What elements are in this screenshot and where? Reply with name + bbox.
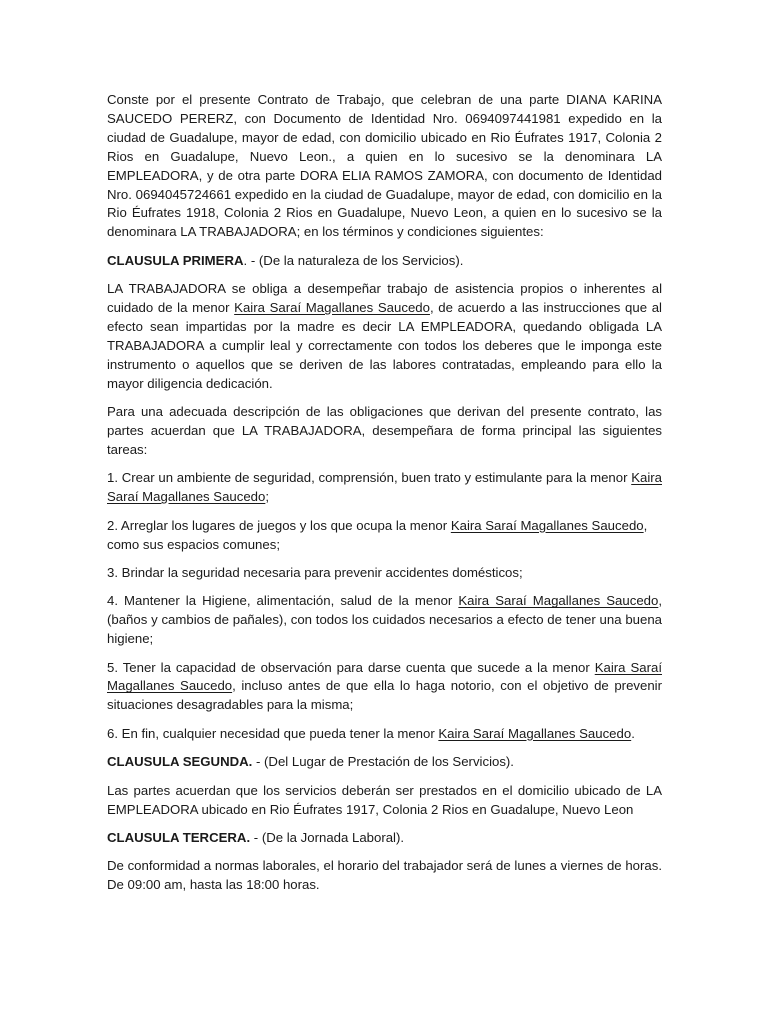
clause-first-title: CLAUSULA PRIMERA xyxy=(107,252,244,268)
clause-second-title: CLAUSULA SEGUNDA. xyxy=(107,754,253,770)
tasks-intro-paragraph: Para una adecuada descripción de las obligaciones que derivan del presente contrato, las partes acuerdan que LA TRABAJADORA, desempeñara de forma principal las siguientes tareas: xyxy=(107,404,662,457)
clause-second-heading xyxy=(107,753,662,772)
clause-second-subtitle: - (Del Lugar de Prestación de los Servicios). xyxy=(252,754,514,770)
text-segment: . xyxy=(631,725,635,741)
text-segment: , incluso antes de que ella lo haga notorio, con el objetivo de prevenir situaciones desagradables para la misma; xyxy=(107,678,662,713)
child-name: Kaira Saraí Magallanes Saucedo xyxy=(458,593,659,609)
clause-first-paragraph xyxy=(107,280,662,393)
contract-document xyxy=(107,91,662,905)
text-segment: , como sus espacios comunes; xyxy=(107,517,648,552)
text-segment: 4. Mantener la Higiene, alimentación, salud de la menor xyxy=(107,593,459,609)
task-item-4 xyxy=(107,592,662,649)
task-item-5 xyxy=(107,659,662,716)
text-segment: 6. En fin, cualquier necesidad que pueda tener la menor xyxy=(107,725,439,741)
text-segment: , de acuerdo a las instrucciones que al efecto sean impartidas por la madre es decir LA EMPLEADORA, quedando obligada LA TRABAJADORA a cumplir leal y correctamente con todos los deberes que le imponga este instrumento o aquellos que se deriven de las labores contratadas, empleando para ello la mayor diligencia dedicación. xyxy=(107,300,662,391)
clause-third-title: CLAUSULA TERCERA. xyxy=(107,829,251,845)
clause-third-heading xyxy=(107,829,662,848)
clause-third-paragraph: De conformidad a normas laborales, el horario del trabajador será de lunes a viernes de horas. De 09:00 am, hasta las 18:00 horas. xyxy=(107,858,662,893)
child-name: Kaira Saraí Magallanes Saucedo xyxy=(107,470,662,505)
clause-third-subtitle: - (De la Jornada Laboral). xyxy=(250,829,405,845)
text-segment: 1. Crear un ambiente de seguridad, comprensión, buen trato y estimulante para la menor xyxy=(107,470,632,486)
child-name: Kaira Saraí Magallanes Saucedo xyxy=(438,725,632,741)
text-segment: 5. Tener la capacidad de observación para darse cuenta que sucede a la menor xyxy=(107,659,595,675)
text-segment: ; xyxy=(265,489,270,505)
intro-paragraph: Conste por el presente Contrato de Trabajo, que celebran de una parte DIANA KARINA SAUCEDO PERERZ, con Documento de Identidad Nro. 0694097441981 expedido en la ciudad de Guadalupe, mayor de edad, con domicilio ubicado en Rio Éufrates 1917, Colonia 2 Rios en Guadalupe, Nuevo Leon., a quien en lo sucesivo se la denominara LA EMPLEADORA, y de otra parte DORA ELIA RAMOS ZAMORA, con documento de Identidad Nro. 0694045724661 expedido en la ciudad de Guadalupe, mayor de edad, con domicilio en la Rio Éufrates 1918, Colonia 2 Rios en Guadalupe, Nuevo Leon, a quien en lo sucesivo se la denominara LA TRABAJADORA; en los términos y condiciones siguientes: xyxy=(107,92,662,240)
text-segment: LA TRABAJADORA se obliga a desempeñar trabajo de asistencia propios o inherentes al cuidado de la menor xyxy=(107,281,662,316)
task-item-2 xyxy=(107,517,662,555)
task-item-3: 3. Brindar la seguridad necesaria para prevenir accidentes domésticos; xyxy=(107,564,523,580)
text-segment: , (baños y cambios de pañales), con todos los cuidados necesarios a efecto de tener una buena higiene; xyxy=(107,593,662,647)
clause-first-heading xyxy=(107,252,662,271)
child-name: Kaira Saraí Magallanes Saucedo xyxy=(450,517,644,533)
child-name: Kaira Saraí Magallanes Saucedo xyxy=(234,300,430,316)
text-segment: 2. Arreglar los lugares de juegos y los que ocupa la menor xyxy=(107,517,451,533)
child-name: Kaira Saraí Magallanes Saucedo xyxy=(107,659,662,694)
task-item-6 xyxy=(107,725,662,744)
clause-second-paragraph: Las partes acuerdan que los servicios deberán ser prestados en el domicilio ubicado de LA EMPLEADORA ubicado en Rio Éufrates 1917, Colonia 2 Rios en Guadalupe, Nuevo Leon xyxy=(107,782,662,817)
clause-first-subtitle: . - (De la naturaleza de los Servicios). xyxy=(243,252,464,268)
task-item-1 xyxy=(107,469,662,507)
